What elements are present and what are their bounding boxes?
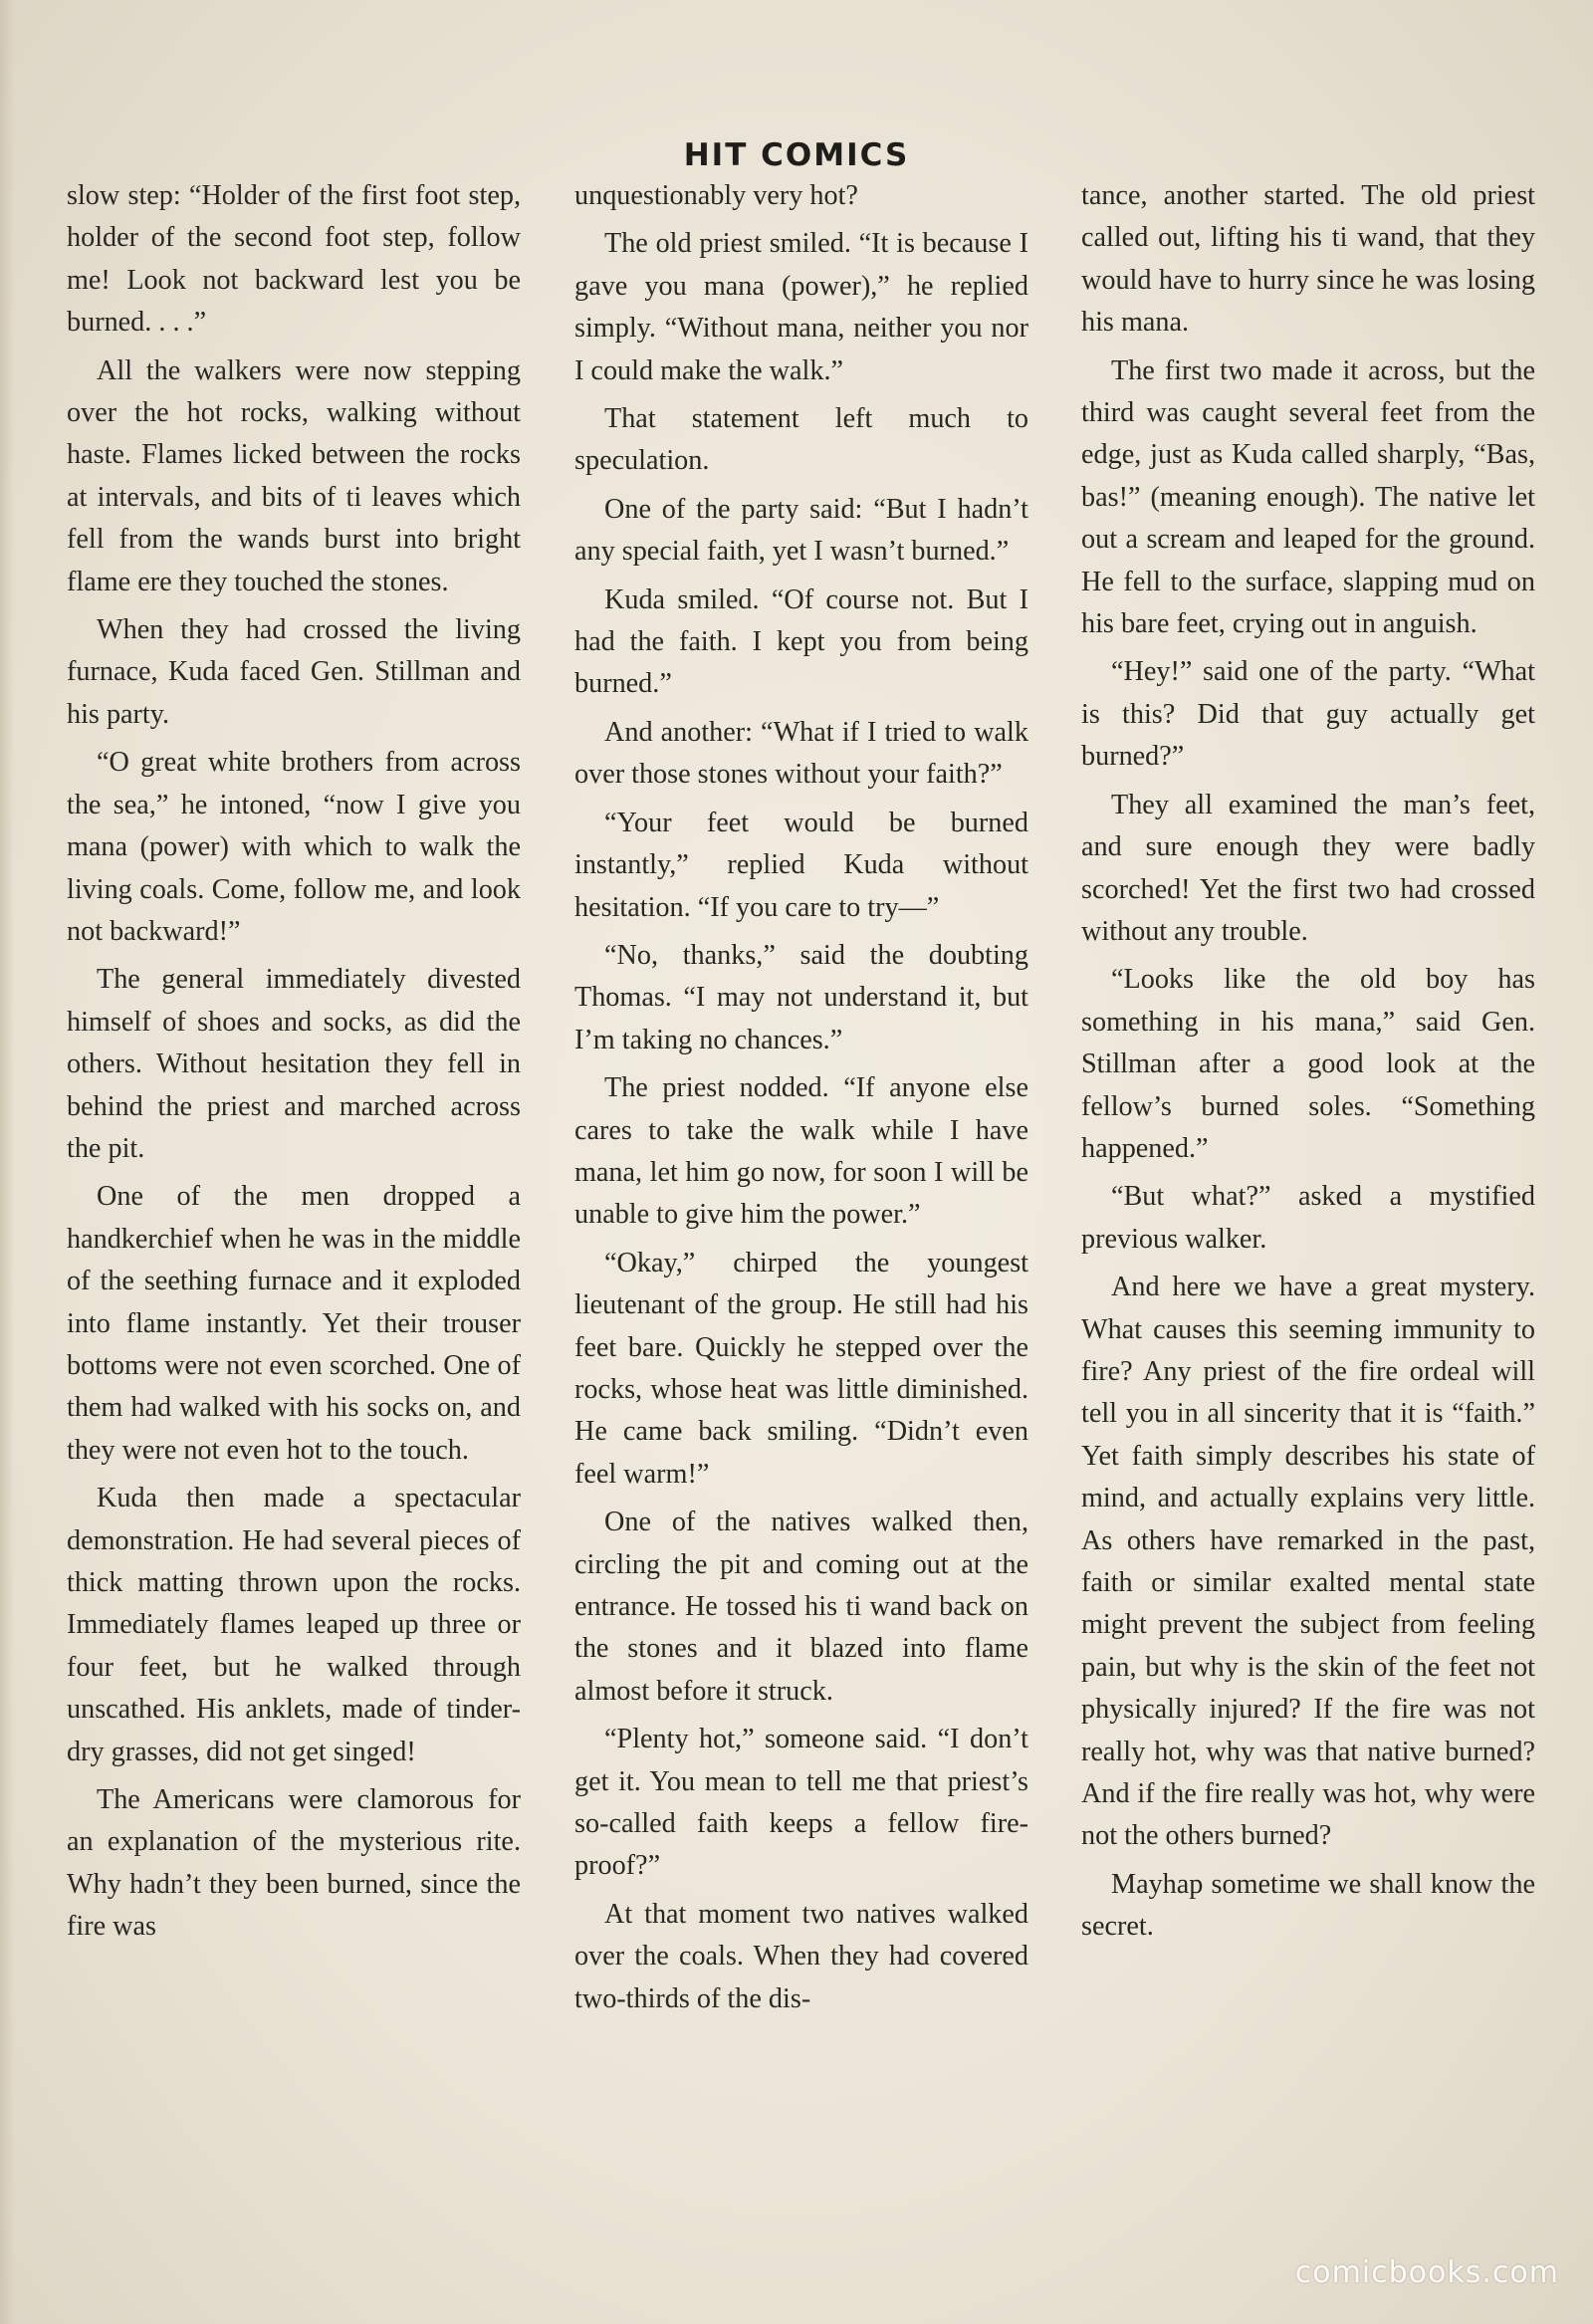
paragraph: “Hey!” said one of the party. “What is this? Did that guy actually get burned?” bbox=[1081, 656, 1535, 773]
paragraph: The first two made it across, but the third was caught several feet from the edge, just as Kuda called sharply, “Bas, bas!” (meaning enough). The native let out a scream and leaped for the ground. He fell to the surface, slapping mud on his bare feet, crying out in anguish. bbox=[1081, 354, 1535, 640]
paragraph: Mayhap sometime we shall know the secret. bbox=[1081, 1868, 1535, 1943]
paragraph: They all examined the man’s feet, and sure enough they were badly scorched! Yet the first two had crossed without any trouble. bbox=[1081, 789, 1535, 947]
text-column-3 bbox=[1081, 175, 1535, 1955]
text-column-1 bbox=[67, 175, 521, 1955]
page-edge-shadow bbox=[0, 0, 14, 2324]
paragraph: “But what?” asked a mystified previous walker. bbox=[1081, 1181, 1535, 1255]
paragraph: Kuda then made a spectacular demonstration. He had several pieces of thick matting thrown upon the rocks. Immediately flames leaped up three or four feet, but he walked through unscathed. His anklets, made of tinder-dry grasses, did not get singed! bbox=[67, 1483, 521, 1767]
paragraph: tance, another started. The old priest called out, lifting his ti wand, that they would have to hurry since he was losing his mana. bbox=[1081, 180, 1535, 339]
paragraph: unquestionably very hot? bbox=[574, 180, 858, 211]
paragraph: The general immediately divested himself of shoes and socks, as did the others. Without hesitation they fell in behind the priest and marched across the pit. bbox=[67, 964, 521, 1164]
paragraph: All the walkers were now stepping over the hot rocks, walking without haste. Flames licked between the rocks at intervals, and bits of ti leaves which fell from the wands burst into bright flame ere they touched the stones. bbox=[67, 354, 521, 597]
paragraph: “O great white brothers from across the sea,” he intoned, “now I give you mana (power) with which to walk the living coals. Come, follow me, and look not backward!” bbox=[67, 747, 521, 947]
paragraph: One of the party said: “But I hadn’t any special faith, yet I wasn’t burned.” bbox=[574, 493, 1028, 568]
paragraph: That statement left much to speculation. bbox=[574, 403, 1028, 477]
paragraph: The old priest smiled. “It is because I gave you mana (power),” he replied simply. “Without mana, neither you nor I could make the walk.” bbox=[574, 228, 1028, 386]
paragraph: slow step: “Holder of the first foot step, holder of the second foot step, follow me! Look not backward lest you be burned. . . .” bbox=[67, 180, 521, 339]
site-watermark: comicbooks.com bbox=[1294, 2255, 1559, 2290]
paragraph: “No, thanks,” said the doubting Thomas. “I may not understand it, but I’m taking no chances.” bbox=[574, 939, 1028, 1055]
paragraph: The Americans were clamorous for an explanation of the mysterious rite. Why hadn’t they been burned, since the fire was bbox=[67, 1784, 521, 1943]
paragraph: At that moment two natives walked over the coals. When they had covered two-thirds of the dis- bbox=[574, 1898, 1028, 2014]
paragraph: And another: “What if I tried to walk over those stones without your faith?” bbox=[574, 716, 1028, 791]
paragraph: “Your feet would be burned instantly,” replied Kuda without hesitation. “If you care to try—” bbox=[574, 807, 1028, 923]
paragraph: “Looks like the old boy has something in his mana,” said Gen. Stillman after a good look at the fellow’s burned soles. “Something happened.” bbox=[1081, 964, 1535, 1164]
paragraph: One of the men dropped a handkerchief when he was in the middle of the seething furnace and it exploded into flame instantly. Yet their trouser bottoms were not even scorched. One of them had walked with his socks on, and they were not even hot to the touch. bbox=[67, 1181, 521, 1466]
text-column-2 bbox=[574, 175, 1028, 2026]
paragraph: When they had crossed the living furnace, Kuda faced Gen. Stillman and his party. bbox=[67, 614, 521, 730]
paragraph: “Okay,” chirped the youngest lieutenant of the group. He still had his feet bare. Quickly he stepped over the rocks, whose heat was little diminished. He came back smiling. “Didn’t even feel warm!” bbox=[574, 1247, 1028, 1490]
paragraph: The priest nodded. “If anyone else cares to take the walk while I have mana, let him go now, for soon I will be unable to give him the power.” bbox=[574, 1072, 1028, 1231]
paragraph: One of the natives walked then, circling the pit and coming out at the entrance. He tossed his ti wand back on the stones and it blazed into flame almost before it struck. bbox=[574, 1507, 1028, 1707]
page-header-title: HIT COMICS bbox=[683, 137, 910, 173]
paragraph: And here we have a great mystery. What causes this seeming immunity to fire? Any priest of the fire ordeal will tell you in all sincerity that it is “faith.” Yet faith simply describes his state of mind, and actually explains very little. As others have remarked in the past, faith or similar exalted mental state might prevent the subject from feeling pain, but why is the skin of the feet not physically injured? If the fire was not really hot, why was that native burned? And if the fire really was hot, why were not the others burned? bbox=[1081, 1272, 1535, 1852]
paragraph: Kuda smiled. “Of course not. But I had the faith. I kept you from being burned.” bbox=[574, 583, 1028, 700]
paragraph: “Plenty hot,” someone said. “I don’t get it. You mean to tell me that priest’s so-called faith keeps a fellow fire-proof?” bbox=[574, 1724, 1028, 1882]
